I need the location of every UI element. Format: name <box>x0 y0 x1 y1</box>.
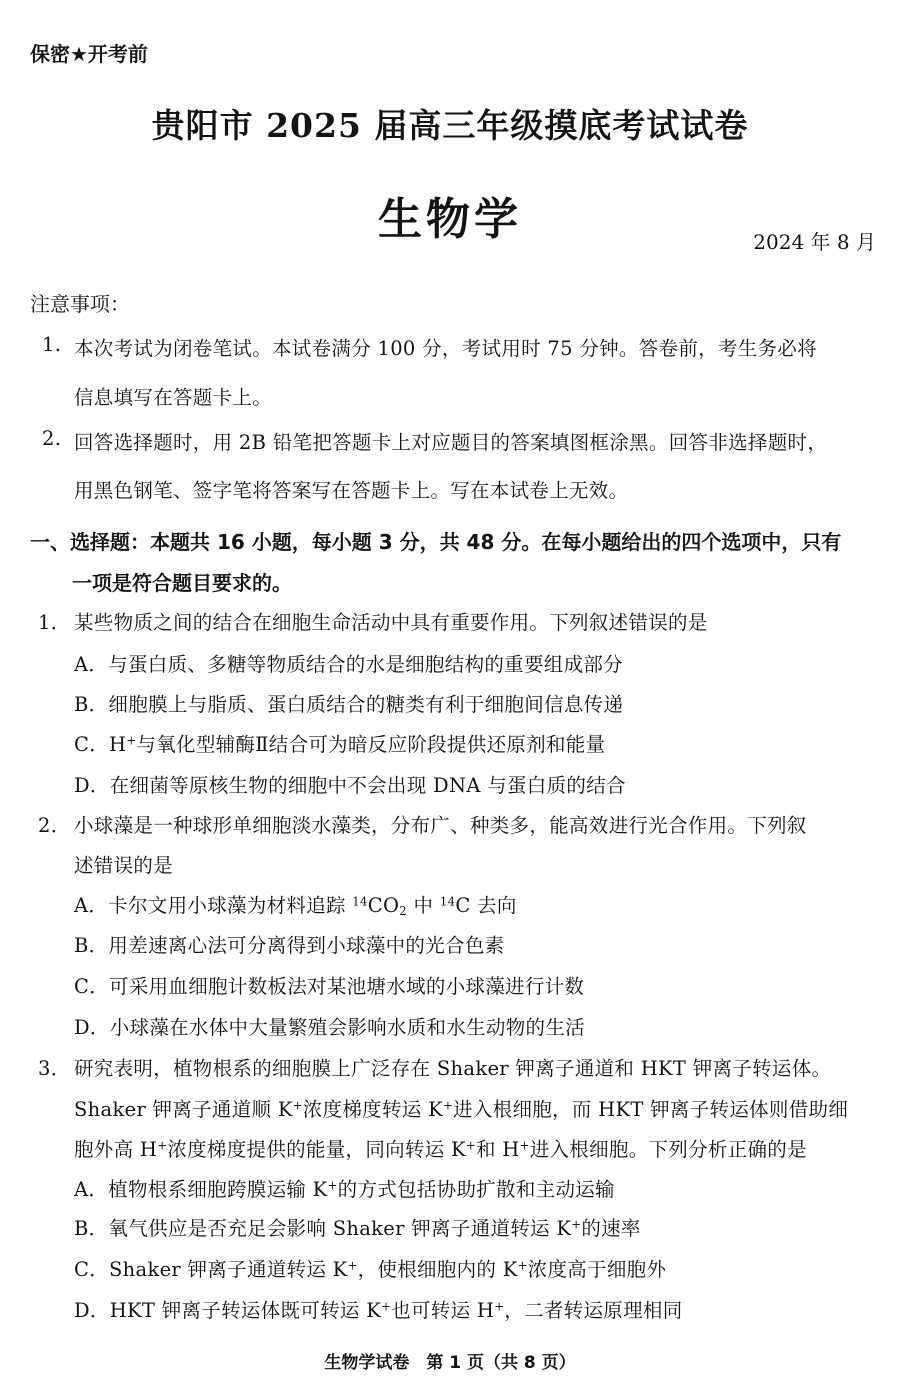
question-1-number: 1． <box>38 611 71 634</box>
section-1-heading-line-1: 一、选择题：本题共 16 小题，每小题 3 分，共 48 分。在每小题给出的四个选项中，只有 <box>30 530 842 554</box>
subject-title: 生物学 <box>378 194 522 245</box>
notice-item-2-line-2: 用黑色钢笔、签字笔将答案写在答题卡上。写在本试卷上无效。 <box>74 479 629 502</box>
question-2-number: 2． <box>38 814 71 837</box>
confidential-label: 保密★开考前 <box>30 42 148 66</box>
question-2-stem-line-1: 小球藻是一种球形单细胞淡水藻类，分布广、种类多，能高效进行光合作用。下列叙 <box>74 814 807 837</box>
notice-item-1-line-1: 本次考试为闭卷笔试。本试卷满分 100 分，考试用时 75 分钟。答卷前，考生务必将 <box>74 337 817 360</box>
question-3-option-d: D．HKT 钾离子转运体既可转运 K+也可转运 H+，二者转运原理相同 <box>74 1299 683 1322</box>
question-3-option-b: B．氧气供应是否充足会影响 Shaker 钾离子通道转运 K+的速率 <box>74 1217 641 1240</box>
notice-item-2-number: 2. <box>42 427 62 450</box>
notice-item-1-line-2: 信息填写在答题卡上。 <box>74 386 273 409</box>
question-3-option-a: A．植物根系细胞跨膜运输 K+的方式包括协助扩散和主动运输 <box>74 1178 615 1201</box>
exam-date: 2024 年 8 月 <box>753 230 876 254</box>
notice-heading: 注意事项： <box>30 292 130 316</box>
question-2-option-d: D．小球藻在水体中大量繁殖会影响水质和水生动物的生活 <box>74 1016 585 1039</box>
section-1-heading-line-2: 一项是符合题目要求的。 <box>72 571 292 595</box>
question-2-stem-line-2: 述错误的是 <box>74 854 174 877</box>
question-1-option-b: B．细胞膜上与脂质、蛋白质结合的糖类有利于细胞间信息传递 <box>74 693 624 716</box>
question-3-stem-line-2: Shaker 钾离子通道顺 K+浓度梯度转运 K+进入根细胞，而 HKT 钾离子转运体则借助细 <box>74 1098 849 1121</box>
question-2-option-c: C．可采用血细胞计数板法对某池塘水域的小球藻进行计数 <box>74 975 585 998</box>
question-3-number: 3． <box>38 1057 71 1080</box>
question-3-stem-line-1: 研究表明，植物根系的细胞膜上广泛存在 Shaker 钾离子通道和 HKT 钾离子转运体。 <box>74 1057 832 1080</box>
notice-item-1-number: 1. <box>42 333 62 356</box>
question-2-option-b: B．用差速离心法可分离得到小球藻中的光合色素 <box>74 934 505 957</box>
question-1-option-d: D．在细菌等原核生物的细胞中不会出现 DNA 与蛋白质的结合 <box>74 774 626 797</box>
question-1-option-c: C．H+与氧化型辅酶Ⅱ结合可为暗反应阶段提供还原剂和能量 <box>74 733 606 756</box>
question-1-stem: 某些物质之间的结合在细胞生命活动中具有重要作用。下列叙述错误的是 <box>74 611 708 634</box>
page-footer: 生物学试卷 第 1 页（共 8 页） <box>324 1353 576 1373</box>
exam-title: 贵阳市 2025 届高三年级摸底考试试卷 <box>151 106 749 145</box>
question-3-stem-line-3: 胞外高 H+浓度梯度提供的能量，同向转运 K+和 H+进入根细胞。下列分析正确的是 <box>74 1138 807 1161</box>
notice-item-2-line-1: 回答选择题时，用 2B 铅笔把答题卡上对应题目的答案填图框涂黑。回答非选择题时， <box>74 431 828 454</box>
question-1-option-a: A．与蛋白质、多糖等物质结合的水是细胞结构的重要组成部分 <box>74 653 623 676</box>
question-2-option-a: A．卡尔文用小球藻为材料追踪 $^{14}CO_2$ 中 $^{14}$C 去向 <box>74 894 517 918</box>
question-3-option-c: C．Shaker 钾离子通道转运 K+，使根细胞内的 K+浓度高于细胞外 <box>74 1258 667 1281</box>
